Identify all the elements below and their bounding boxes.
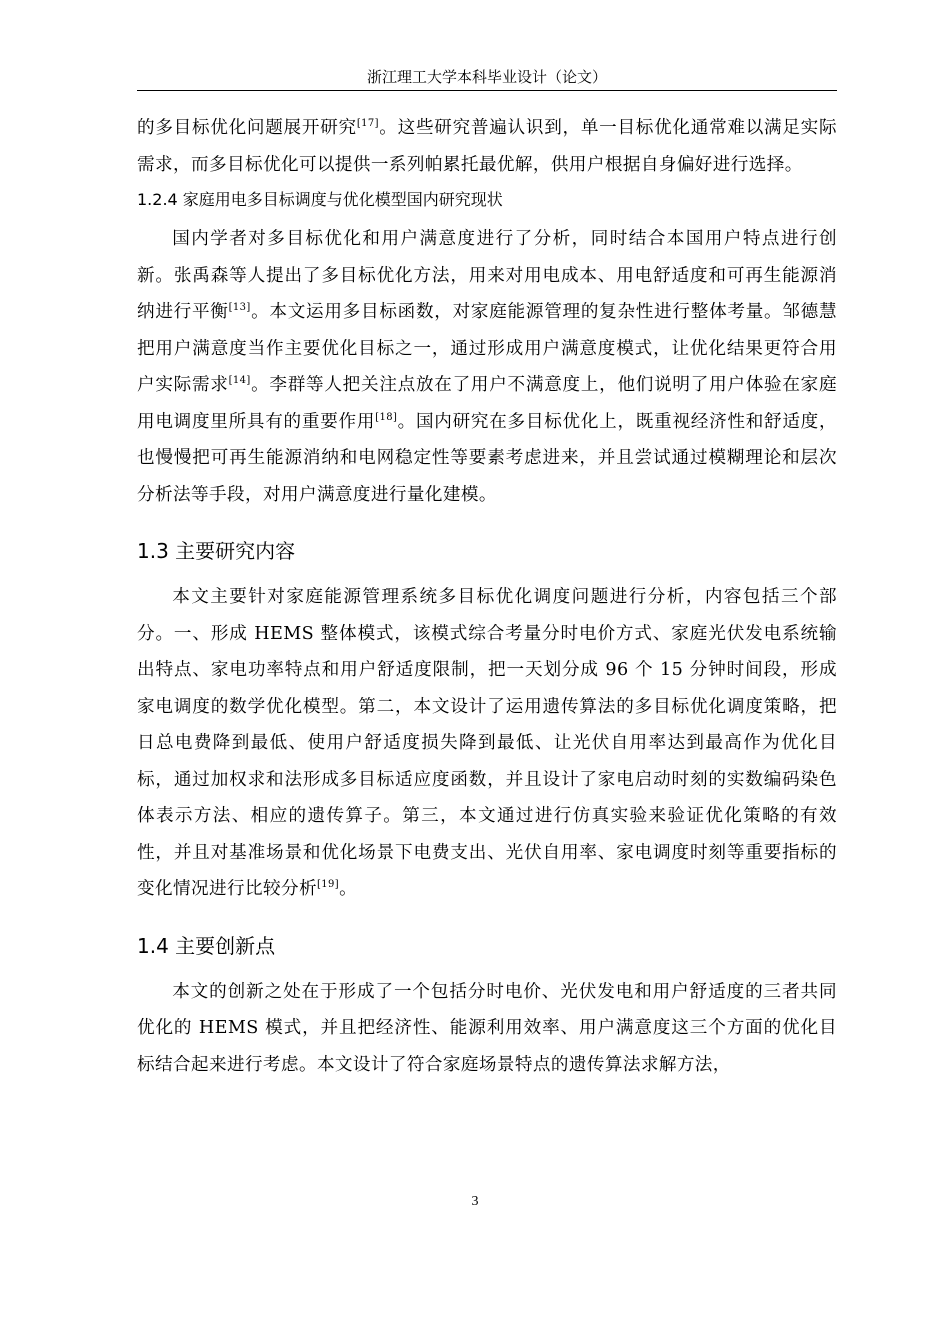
running-header: 浙江理工大学本科毕业设计（论文） xyxy=(366,68,607,86)
subsection-heading-1-2-4: 1.2.4 家庭用电多目标调度与优化模型国内研究现状 xyxy=(137,190,503,209)
section-heading-1-3: 1.3 主要研究内容 xyxy=(137,539,296,563)
paragraph-text: 本文主要针对家庭能源管理系统多目标优化调度问题进行分析，内容包括三个部分。一、形成 HEMS 整体模式，该模式综合考量分时电价方式、家庭光伏发电系统输出特点、家电功率特点和用户舒适度限制，把一天划分成 96 个 15 分钟时间段，形成家电调度的数学优化模型。第二，本文设计了运用遗传算法的多目标优化调度策略，把日总电费降到最低、使用户舒适度损失降到最低、让光伏自用率达到最高作为优化目标，通过加权求和法形成多目标适应度函数，并且设计了家电启动时刻的实数编码染色体表示方法、相应的遗传算子。第三，本文通过进行仿真实验来验证优化策略的有效性，并且对基准场景和优化场景下电费支出、光伏自用率、家电调度时刻等重要指标的变化情况进行比较分析 xyxy=(137,587,837,899)
paragraph-text: 国内学者对多目标优化和用户满意度进行了分析，同时结合本国用户特点进行创新。张禹森等人提出了多目标优化方法，用来对用电成本、用电舒适度和可再生能源消纳进行平衡 xyxy=(137,229,837,322)
page-number: 3 xyxy=(471,1194,479,1209)
citation: [19] xyxy=(316,879,340,890)
citation: [17] xyxy=(356,118,379,129)
citation: [14] xyxy=(228,375,251,386)
paragraph-text: 。本文运用多目标函数，对家庭能源管理的复杂性进行整体考量。邹德慧把用户满意度当作主要优化目标之一，通过形成用户满意度模式，让优化结果更符合用户实际需求 xyxy=(137,302,837,395)
page-body xyxy=(137,110,837,1083)
paragraph-domestic-research xyxy=(137,221,837,513)
paragraph-text: 。这些研究普遍认识到，单一目标优化通常难以满足实际需求，而多目标优化可以提供一系列帕累托最优解，供用户根据自身偏好进行选择。 xyxy=(137,118,837,175)
paragraph-text: 。国内研究在多目标优化上，既重视经济性和舒适度，也慢慢把可再生能源消纳和电网稳定性等要素考虑进来，并且尝试通过模糊理论和层次分析法等手段，对用户满意度进行量化建模。 xyxy=(137,411,837,505)
paragraph-continued xyxy=(137,110,837,183)
paragraph-text: 本文的创新之处在于形成了一个包括分时电价、光伏发电和用户舒适度的三者共同优化的 HEMS 模式，并且把经济性、能源利用效率、用户满意度这三个方面的优化目标结合起来进行考虑。本文设计了符合家庭场景特点的遗传算法求解方法， xyxy=(137,981,837,1075)
header-rule xyxy=(137,90,837,91)
citation: [13] xyxy=(228,302,251,313)
paragraph-main-content xyxy=(137,579,837,908)
paragraph-text: 的多目标优化问题展开研究 xyxy=(137,118,357,138)
citation: [18] xyxy=(375,411,398,423)
paragraph-text: 。李群等人把关注点放在了用户不满意度上，他们说明了用户体验在家庭用电调度里所具有的重要作用 xyxy=(137,375,837,432)
paragraph-innovations xyxy=(137,974,837,1084)
section-heading-1-4: 1.4 主要创新点 xyxy=(137,933,276,958)
paragraph-text: 。 xyxy=(339,879,358,899)
